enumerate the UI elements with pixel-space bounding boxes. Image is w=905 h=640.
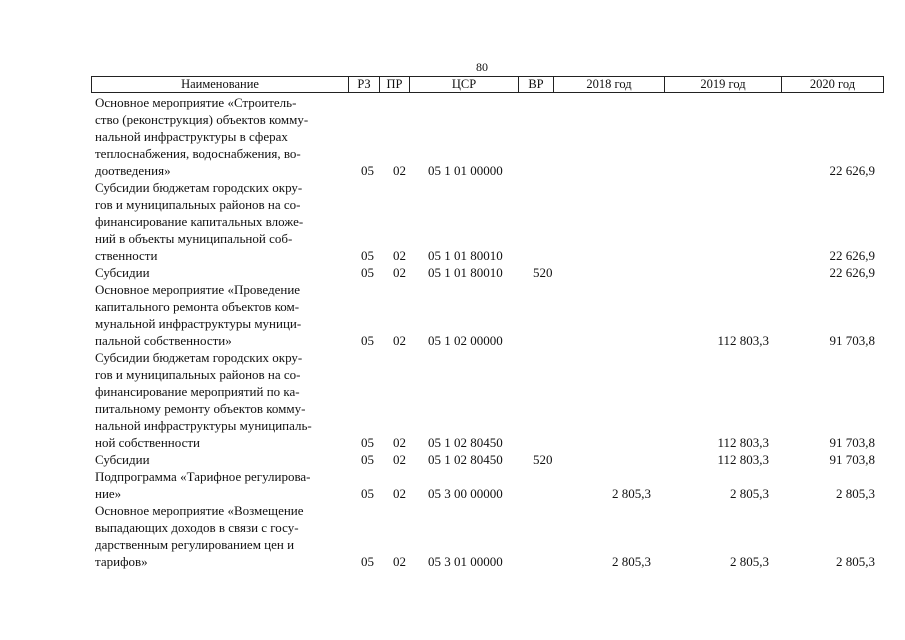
row-pr: 02 [393,265,406,280]
row-rz: 05 [361,248,374,263]
row-name-line: ние» [95,486,122,501]
table-row [0,349,905,451]
row-2020: 2 805,3 [836,486,875,501]
row-rz: 05 [361,452,374,467]
row-name-line: Субсидии бюджетам городских окру- [95,180,303,195]
row-rz: 05 [361,163,374,178]
table-row [0,179,905,264]
row-csr: 05 3 00 00000 [428,486,503,501]
row-name [95,502,345,570]
table-row [0,264,905,281]
row-name [95,281,345,349]
row-2020: 91 703,8 [829,333,875,348]
row-csr: 05 1 01 00000 [428,163,503,178]
row-name-line: тарифов» [95,554,148,569]
row-vr: 520 [533,265,553,280]
row-csr: 05 1 02 00000 [428,333,503,348]
row-pr: 02 [393,554,406,569]
row-name-line: финансирование мероприятий по ка- [95,384,300,399]
row-name-line: финансирование капитальных вложе- [95,214,304,229]
row-name-line: Основное мероприятие «Возмещение [95,503,304,518]
row-csr: 05 1 02 80450 [428,435,503,450]
row-2020: 22 626,9 [829,248,875,263]
row-name [95,468,345,502]
row-name-line: пальной собственности» [95,333,232,348]
row-2020: 91 703,8 [829,452,875,467]
table-row [0,451,905,468]
row-2018: 2 805,3 [612,554,651,569]
row-name [95,349,345,451]
row-2020: 2 805,3 [836,554,875,569]
row-name-line: доотведения» [95,163,171,178]
row-name-line: мунальной инфраструктуры муници- [95,316,302,331]
row-name-line: гов и муниципальных районов на со- [95,367,301,382]
row-2019: 112 803,3 [717,452,769,467]
header-2018: 2018 год [553,77,664,92]
row-name-line: Субсидии [95,265,150,280]
row-name-line: Субсидии бюджетам городских окру- [95,350,303,365]
row-2019: 2 805,3 [730,554,769,569]
row-2018: 2 805,3 [612,486,651,501]
row-name-line: ственности [95,248,158,263]
row-pr: 02 [393,333,406,348]
row-name [95,179,345,264]
row-rz: 05 [361,435,374,450]
row-csr: 05 1 01 80010 [428,265,503,280]
row-name-line: нальной инфраструктуры муниципаль- [95,418,312,433]
table-row [0,94,905,179]
table-row [0,281,905,349]
header-pr: ПР [379,77,409,92]
row-name-line: питальному ремонту объектов комму- [95,401,306,416]
row-rz: 05 [361,333,374,348]
row-2019: 2 805,3 [730,486,769,501]
row-name-line: Подпрограмма «Тарифное регулирова- [95,469,311,484]
row-name [95,451,345,468]
table-header [91,76,884,93]
header-name: Наименование [91,77,348,92]
row-name-line: гов и муниципальных районов на со- [95,197,301,212]
row-name-line: Субсидии [95,452,150,467]
row-rz: 05 [361,554,374,569]
row-rz: 05 [361,265,374,280]
row-name-line: ство (реконструкция) объектов комму- [95,112,309,127]
header-2020: 2020 год [781,77,884,92]
row-name-line: ной собственности [95,435,200,450]
row-name-line: Основное мероприятие «Проведение [95,282,301,297]
header-vr: ВР [518,77,553,92]
row-pr: 02 [393,163,406,178]
row-vr: 520 [533,452,553,467]
row-2020: 22 626,9 [829,265,875,280]
row-2020: 22 626,9 [829,163,875,178]
row-pr: 02 [393,435,406,450]
row-name-line: теплоснабжения, водоснабжения, во- [95,146,301,161]
row-name [95,264,345,281]
row-name-line: выпадающих доходов в связи с госу- [95,520,299,535]
row-name-line: дарственным регулированием цен и [95,537,295,552]
header-2019: 2019 год [664,77,781,92]
table-row [0,502,905,570]
row-name [95,94,345,179]
row-2019: 112 803,3 [717,435,769,450]
row-csr: 05 1 01 80010 [428,248,503,263]
row-name-line: Основное мероприятие «Строитель- [95,95,297,110]
table-row [0,468,905,502]
row-2020: 91 703,8 [829,435,875,450]
row-csr: 05 1 02 80450 [428,452,503,467]
header-rz: РЗ [348,77,379,92]
row-pr: 02 [393,486,406,501]
row-name-line: капитального ремонта объектов ком- [95,299,300,314]
row-csr: 05 3 01 00000 [428,554,503,569]
header-csr: ЦСР [409,77,518,92]
row-pr: 02 [393,452,406,467]
row-2019: 112 803,3 [717,333,769,348]
row-rz: 05 [361,486,374,501]
page-number: 80 [476,60,488,74]
row-pr: 02 [393,248,406,263]
row-name-line: ний в объекты муниципальной соб- [95,231,293,246]
row-name-line: нальной инфраструктуры в сферах [95,129,288,144]
